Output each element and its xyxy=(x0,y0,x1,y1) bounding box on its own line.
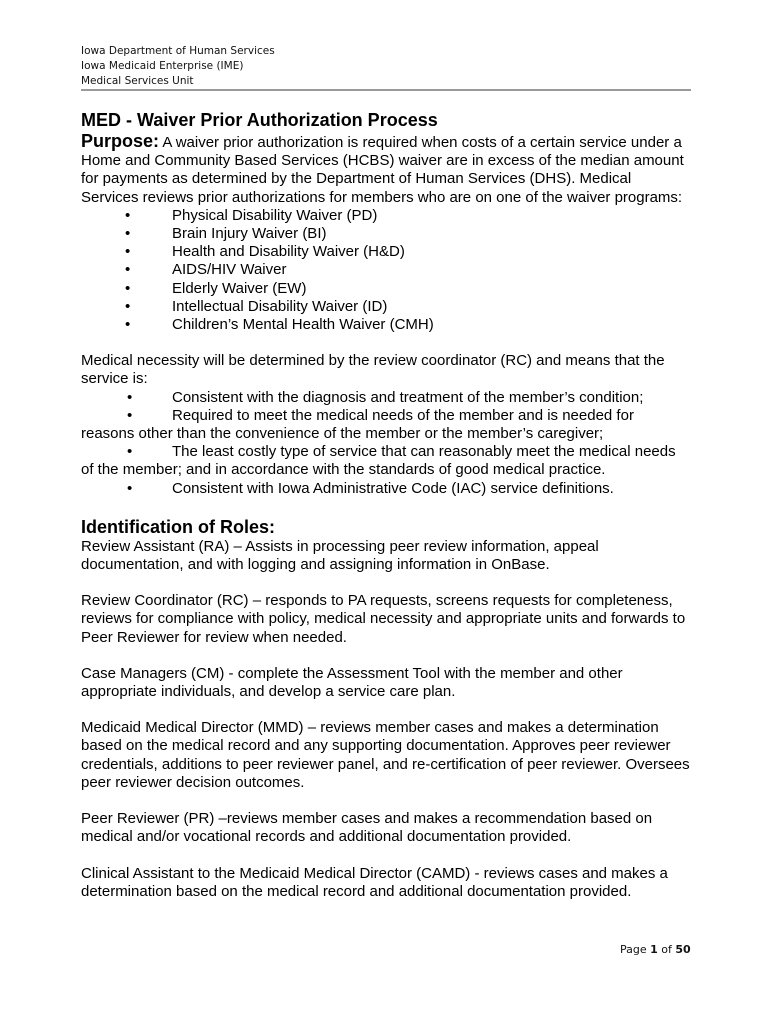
page-word: Page xyxy=(620,943,647,956)
purpose-label: Purpose: xyxy=(81,131,160,151)
waiver-item: • Brain Injury Waiver (BI) xyxy=(81,225,691,243)
roles-heading: Identification of Roles: xyxy=(81,516,276,537)
waiver-item: • Physical Disability Waiver (PD) xyxy=(81,207,691,225)
role-review-assistant: Review Assistant (RA) – Assists in processing peer review information, appeal documentation, and with logging and assigning information in OnBase. xyxy=(81,537,599,574)
header-department: Iowa Department of Human Services xyxy=(81,45,275,57)
role-peer-reviewer: Peer Reviewer (PR) –reviews member cases and makes a recommendation based on medical and/or vocational records and additional documentation provided. xyxy=(81,810,653,846)
waiver-item: • Elderly Waiver (EW) xyxy=(81,280,691,298)
header-enterprise: Iowa Medicaid Enterprise (IME) xyxy=(81,60,244,72)
page-total: 50 xyxy=(675,943,691,956)
role-clinical-assistant: Clinical Assistant to the Medicaid Medical Director (CAMD) - reviews cases and makes a determination based on the medical record and additional documentation provided. xyxy=(81,864,668,900)
waiver-item: • Children’s Mental Health Waiver (CMH) xyxy=(81,316,691,334)
bullet-icon: • xyxy=(127,388,133,406)
role-review-coordinator: Review Coordinator (RC) – responds to PA requests, screens requests for completeness, reviews for compliance with policy, medical necessity and appropriate units and forwards to Peer Reviewer for review when needed. xyxy=(81,592,686,646)
waiver-item: • Intellectual Disability Waiver (ID) xyxy=(81,298,691,316)
medical-necessity-intro: Medical necessity will be determined by the review coordinator (RC) and means that the service is: xyxy=(81,352,665,388)
criteria-item xyxy=(81,443,691,479)
bullet-icon: • xyxy=(127,443,133,461)
purpose-text: A waiver prior authorization is required when costs of a certain service under a Home and Community Based Services (HCBS) waiver are in excess of the median amount for payments as determined by the Department of Human Services (DHS). Medical Services reviews prior authorizations for members who are on one of the waiver programs: xyxy=(81,134,684,206)
page-of-word: of xyxy=(661,943,672,956)
waiver-item: • Health and Disability Waiver (H&D) xyxy=(81,243,691,261)
criteria-text: Consistent with the diagnosis and treatment of the member’s condition; xyxy=(172,388,644,406)
criteria-item xyxy=(81,389,691,407)
role-case-managers: Case Managers (CM) - complete the Assessment Tool with the member and other appropriate individuals, and develop a service care plan. xyxy=(81,664,623,701)
page-number xyxy=(620,943,691,956)
page-current: 1 xyxy=(650,943,658,956)
document-body xyxy=(81,108,691,901)
page-title: MED - Waiver Prior Authorization Process xyxy=(81,110,438,130)
criteria-item xyxy=(81,480,691,498)
waiver-item: • AIDS/HIV Waiver xyxy=(81,261,691,279)
criteria-text: Required to meet the medical needs of the member and is needed for reasons other than the convenience of the member or the member’s caregiver; xyxy=(81,406,634,443)
criteria-item xyxy=(81,407,691,443)
waiver-list xyxy=(81,207,691,334)
header-unit: Medical Services Unit xyxy=(81,75,194,87)
header-divider xyxy=(81,89,691,91)
criteria-list xyxy=(81,389,691,498)
criteria-text: The least costly type of service that can reasonably meet the medical needs of the member; and in accordance with the standards of good medical practice. xyxy=(81,443,676,479)
criteria-text: Consistent with Iowa Administrative Code (IAC) service definitions. xyxy=(172,479,614,497)
document-header xyxy=(81,44,691,89)
purpose-paragraph xyxy=(81,132,691,207)
bullet-icon: • xyxy=(127,479,133,497)
role-medical-director: Medicaid Medical Director (MMD) – reviews member cases and makes a determination based on the medical record and any supporting documentation. Approves peer reviewer credentials, additions to peer reviewer panel, and re-certification of peer reviewer. Oversees peer reviewer decision outcomes. xyxy=(81,719,690,791)
bullet-icon: • xyxy=(127,406,133,424)
